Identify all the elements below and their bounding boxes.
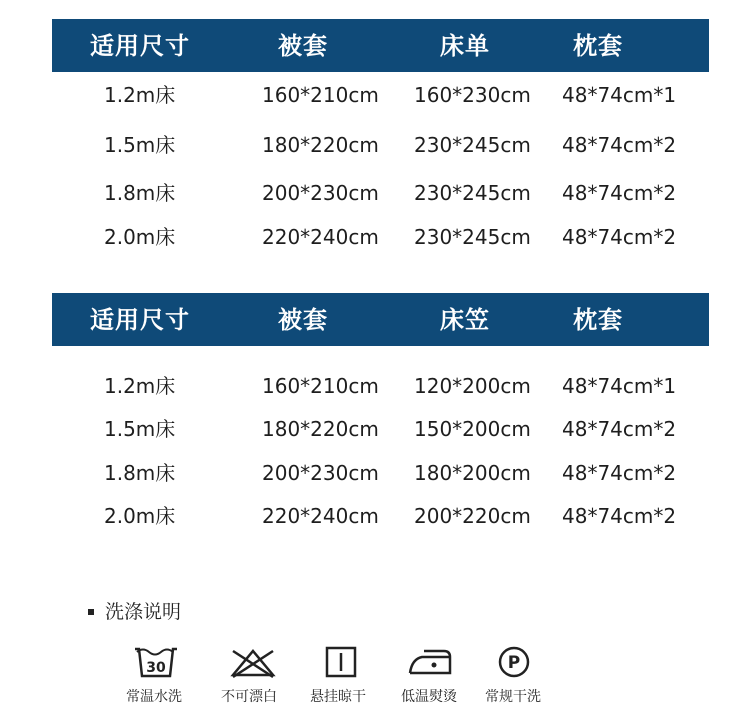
header-size: 适用尺寸 [90, 31, 190, 60]
cell: 160*210cm [262, 83, 379, 107]
bullet-icon [88, 609, 94, 615]
header-duvet-cover: 被套 [278, 31, 328, 60]
header-bed-sheet: 床单 [440, 31, 490, 60]
cell: 230*245cm [414, 133, 531, 157]
table-row [52, 417, 709, 441]
care-title: 洗涤说明 [105, 601, 182, 623]
size-table-1 [52, 19, 709, 249]
cell: 1.2m床 [104, 374, 176, 398]
table-row [52, 461, 709, 485]
cell: 230*245cm [414, 225, 531, 249]
cell: 2.0m床 [104, 504, 176, 528]
dry-clean-letter: P [507, 653, 521, 673]
cell: 48*74cm*2 [562, 133, 677, 157]
table-row [52, 504, 709, 528]
table-row [52, 83, 709, 107]
cell: 48*74cm*1 [562, 83, 677, 107]
header-fitted-sheet: 床笠 [440, 305, 490, 334]
cell: 150*200cm [414, 417, 531, 441]
cell: 48*74cm*2 [562, 417, 677, 441]
cell: 120*200cm [414, 374, 531, 398]
cell: 1.8m床 [104, 461, 176, 485]
care-label: 低温熨烫 [401, 689, 457, 705]
cell: 160*230cm [414, 83, 531, 107]
cell: 180*220cm [262, 133, 379, 157]
cell: 48*74cm*2 [562, 181, 677, 205]
header-duvet-cover: 被套 [278, 305, 328, 334]
table-header [52, 19, 709, 72]
cell: 2.0m床 [104, 225, 176, 249]
cell: 180*200cm [414, 461, 531, 485]
hang-dry-icon [324, 645, 358, 681]
no-bleach-icon [229, 645, 277, 681]
cell: 1.5m床 [104, 133, 176, 157]
cell: 180*220cm [262, 417, 379, 441]
cell: 220*240cm [262, 504, 379, 528]
size-table-2 [52, 293, 709, 528]
care-label: 不可漂白 [221, 689, 277, 705]
wash-temp-label: 30 [146, 660, 166, 676]
header-size: 适用尺寸 [90, 305, 190, 334]
table-row [52, 133, 709, 157]
table-row [52, 181, 709, 205]
cell: 200*220cm [414, 504, 531, 528]
wash-30-icon [133, 645, 179, 681]
care-label: 常规干洗 [485, 689, 541, 705]
cell: 48*74cm*2 [562, 461, 677, 485]
care-label: 悬挂晾干 [310, 689, 366, 705]
cell: 48*74cm*2 [562, 225, 677, 249]
cell: 220*240cm [262, 225, 379, 249]
cell: 48*74cm*1 [562, 374, 677, 398]
table-row [52, 374, 709, 398]
dry-clean-p-icon [497, 645, 531, 681]
table-header [52, 293, 709, 346]
cell: 200*230cm [262, 181, 379, 205]
header-pillowcase: 枕套 [573, 305, 623, 334]
cell: 200*230cm [262, 461, 379, 485]
cell: 48*74cm*2 [562, 504, 677, 528]
cell: 1.8m床 [104, 181, 176, 205]
table-row [52, 225, 709, 249]
low-iron-icon [406, 645, 454, 681]
cell: 1.2m床 [104, 83, 176, 107]
header-pillowcase: 枕套 [573, 31, 623, 60]
cell: 160*210cm [262, 374, 379, 398]
cell: 230*245cm [414, 181, 531, 205]
care-label: 常温水洗 [126, 689, 182, 705]
cell: 1.5m床 [104, 417, 176, 441]
